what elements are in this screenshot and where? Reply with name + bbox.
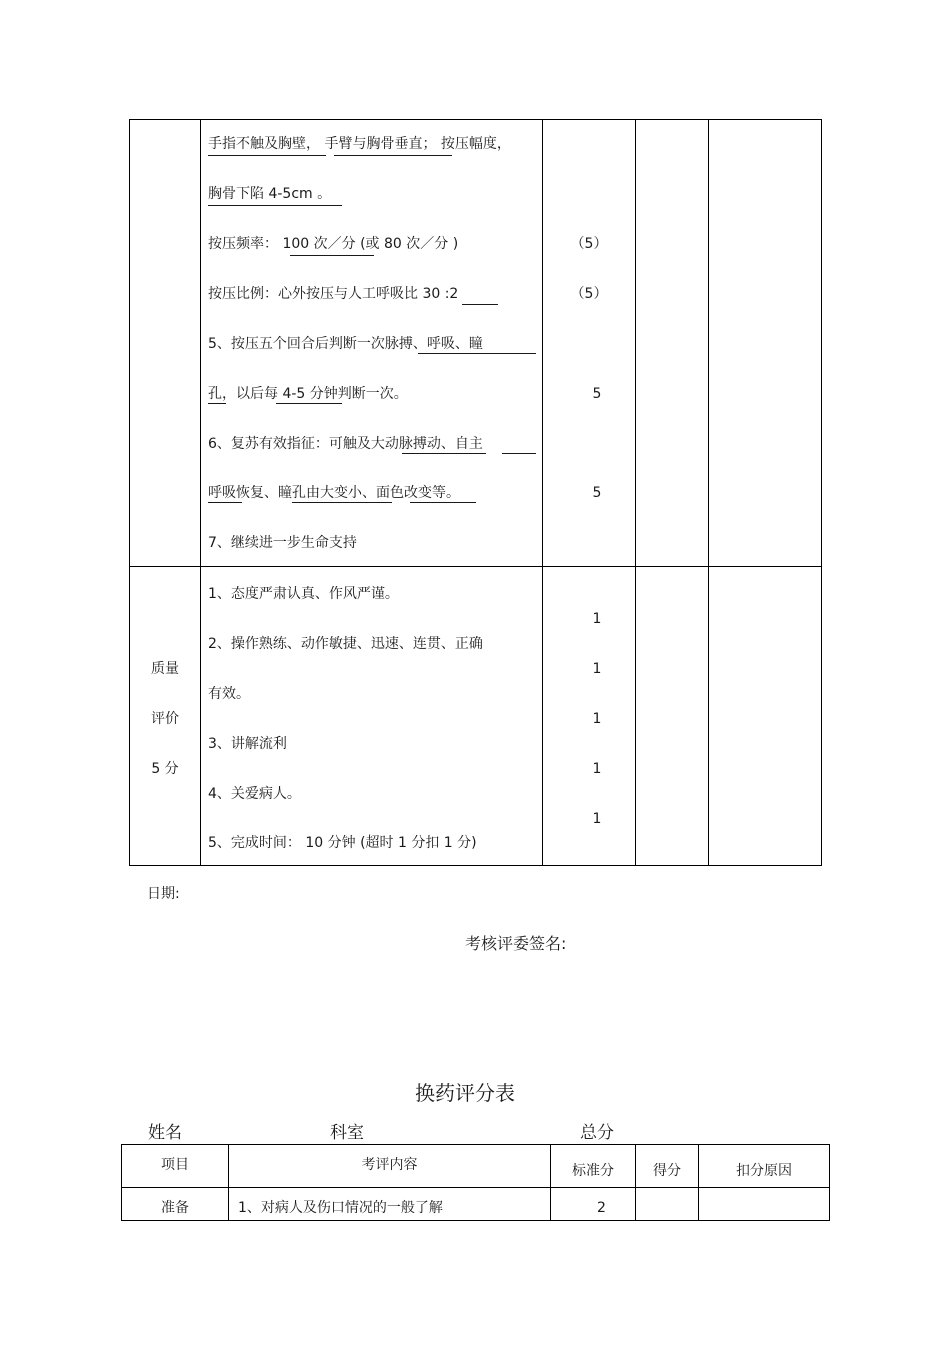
quality-label: 5 分	[151, 761, 179, 777]
content-line: 孔，以后每 4-5 分钟判断一次。	[208, 386, 408, 402]
underline	[208, 502, 242, 503]
underline	[410, 502, 476, 503]
quality-label: 评价	[151, 711, 179, 727]
quality-content-line: 3、讲解流利	[208, 736, 287, 752]
underline	[502, 453, 536, 454]
content-line: 7、继续进一步生命支持	[208, 535, 357, 551]
table-border-right	[821, 119, 822, 866]
table-border-top	[121, 1144, 829, 1145]
col-divider	[708, 119, 709, 866]
standard-score: （5）	[570, 236, 608, 252]
quality-score: 1	[592, 661, 602, 677]
name-label: 姓名	[148, 1123, 182, 1143]
row-content: 1、对病人及伤口情况的一般了解	[238, 1200, 443, 1216]
underline	[208, 403, 226, 404]
quality-content-line: 4、关爱病人。	[208, 786, 301, 802]
underline	[402, 453, 486, 454]
underline	[418, 353, 536, 354]
content-line: 按压比例：心外按压与人工呼吸比 30 :2	[208, 286, 459, 302]
table-border-left	[129, 119, 130, 866]
underline	[292, 502, 392, 503]
table-border-bottom	[121, 1220, 829, 1221]
content-line: 胸骨下陷 4-5cm 。	[208, 186, 332, 202]
page-title: 换药评分表	[415, 1081, 515, 1105]
content-line: 呼吸恢复、瞳孔由大变小、面色改变等。	[208, 485, 460, 501]
table-border-right	[829, 1144, 830, 1221]
underline	[208, 155, 326, 156]
table-border-top	[129, 119, 822, 120]
quality-content-line: 1、态度严肃认真、作风严谨。	[208, 586, 399, 602]
quality-score: 1	[592, 811, 602, 827]
content-line: 手指不触及胸壁， 手臂与胸骨垂直； 按压幅度，	[208, 136, 511, 152]
quality-label: 质量	[151, 661, 179, 677]
total-label: 总分	[580, 1123, 614, 1143]
underline	[462, 304, 498, 305]
header-deduction-reason: 扣分原因	[736, 1163, 792, 1179]
standard-score: （5）	[570, 286, 608, 302]
col-divider	[698, 1144, 699, 1221]
header-standard-score: 标准分	[572, 1163, 614, 1179]
quality-score: 1	[592, 761, 602, 777]
underline	[208, 205, 342, 206]
quality-score: 1	[592, 711, 602, 727]
standard-score: 5	[592, 386, 602, 402]
dept-label: 科室	[330, 1123, 364, 1143]
underline	[334, 155, 452, 156]
quality-content-line: 2、操作熟练、动作敏捷、迅速、连贯、正确	[208, 636, 483, 652]
table-border-bottom	[129, 865, 822, 866]
content-line: 按压频率： 100 次／分 (或 80 次／分 )	[208, 236, 459, 252]
underline	[290, 255, 374, 256]
content-line: 6、复苏有效指征：可触及大动脉搏动、自主	[208, 436, 483, 452]
date-label: 日期:	[147, 886, 180, 902]
row-divider	[129, 566, 822, 567]
quality-content-line: 5、完成时间： 10 分钟 (超时 1 分扣 1 分)	[208, 835, 477, 851]
quality-score: 1	[592, 611, 602, 627]
row-item: 准备	[161, 1200, 189, 1216]
col-divider	[200, 119, 201, 866]
standard-score: 5	[592, 485, 602, 501]
header-score: 得分	[653, 1163, 681, 1179]
quality-content-line: 有效。	[208, 686, 250, 702]
content-line: 5、按压五个回合后判断一次脉搏、呼吸、瞳	[208, 336, 483, 352]
header-item: 项目	[161, 1157, 189, 1173]
row-standard-score: 2	[597, 1200, 606, 1216]
header-content: 考评内容	[361, 1157, 418, 1173]
underline	[276, 403, 342, 404]
signature-label: 考核评委签名:	[465, 934, 567, 953]
row-divider	[121, 1187, 829, 1188]
